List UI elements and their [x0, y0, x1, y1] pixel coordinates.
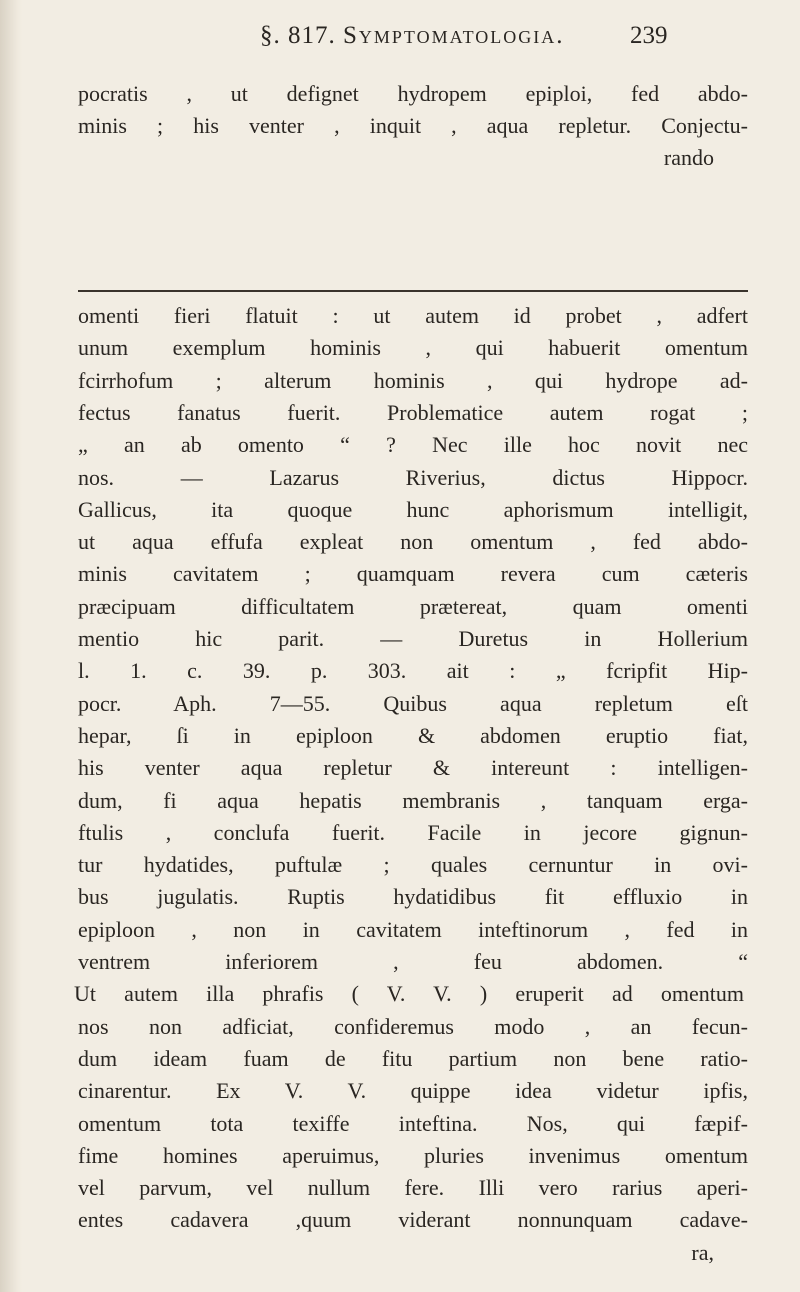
text-line: hepar, ſi in epiploon & abdomen eruptio fiat, — [78, 723, 748, 748]
page-edge-shadow — [0, 0, 22, 1292]
text-line: ut aqua effufa expleat non omentum , fed abdo- — [78, 529, 748, 554]
text-line: „ an ab omento “ ? Nec ille hoc novit nec — [78, 432, 748, 457]
text-line: minis cavitatem ; quamquam revera cum cæteris — [78, 561, 748, 586]
catchword: ra, — [691, 1240, 714, 1265]
page-number: 239 — [630, 22, 668, 49]
text-line: l. 1. c. 39. p. 303. ait : „ fcripfit Hip- — [78, 658, 748, 683]
text-line: pocr. Aph. 7—55. Quibus aqua repletum eſt — [78, 691, 748, 716]
text-line: unum exemplum hominis , qui habuerit omentum — [78, 335, 748, 360]
text-line: fcirrhofum ; alterum hominis , qui hydrope ad- — [78, 368, 748, 393]
text-line: nos non adficiat, confideremus modo , an fecun- — [78, 1014, 748, 1039]
text-line: pocratis , ut defignet hydropem epiploi, fed abdo- — [78, 81, 748, 106]
running-title: Symptomatologia. — [343, 22, 565, 49]
text-line: omenti fieri flatuit : ut autem id probet , adfert — [78, 303, 748, 328]
text-line: præcipuam difficultatem prætereat, quam omenti — [78, 594, 748, 619]
text-line: dum ideam fuam de fitu partium non bene ratio- — [78, 1046, 748, 1071]
text-line: nos. — Lazarus Riverius, dictus Hippocr. — [78, 465, 748, 490]
text-line: ventrem inferiorem , feu abdomen. “ — [78, 949, 748, 974]
text-line: entes cadavera ,quum viderant nonnunquam cadave- — [78, 1207, 748, 1232]
text-line: cinarentur. Ex V. V. quippe idea videtur ipfis, — [78, 1078, 748, 1103]
text-line: mentio hic parit. — Duretus in Hollerium — [78, 626, 748, 651]
text-line: Ut autem illa phrafis ( V. V. ) eruperit ad omentum — [74, 981, 744, 1006]
text-line: epiploon , non in cavitatem inteftinorum , fed in — [78, 917, 748, 942]
text-line: fime homines aperuimus, pluries invenimus omentum — [78, 1143, 748, 1168]
text-line: tur hydatides, puftulæ ; quales cernuntur in ovi- — [78, 852, 748, 877]
section-mark: §. 817. — [260, 22, 336, 49]
divider-rule — [78, 290, 748, 292]
catchword: rando — [663, 145, 714, 170]
text-line: dum, fi aqua hepatis membranis , tanquam erga- — [78, 788, 748, 813]
text-line: his venter aqua repletur & intereunt : intelligen- — [78, 755, 748, 780]
text-line: vel parvum, vel nullum fere. Illi vero rarius aperi- — [78, 1175, 748, 1200]
running-header — [260, 22, 660, 50]
text-line: fectus fanatus fuerit. Problematice autem rogat ; — [78, 400, 748, 425]
text-line: Gallicus, ita quoque hunc aphorismum intelligit, — [78, 497, 748, 522]
text-line: ftulis , conclufa fuerit. Facile in jecore gignun- — [78, 820, 748, 845]
text-line: omentum tota texiffe inteftina. Nos, qui fæpif- — [78, 1111, 748, 1136]
text-line: bus jugulatis. Ruptis hydatidibus fit effluxio in — [78, 884, 748, 909]
text-line: minis ; his venter , inquit , aqua repletur. Conjectu- — [78, 113, 748, 138]
